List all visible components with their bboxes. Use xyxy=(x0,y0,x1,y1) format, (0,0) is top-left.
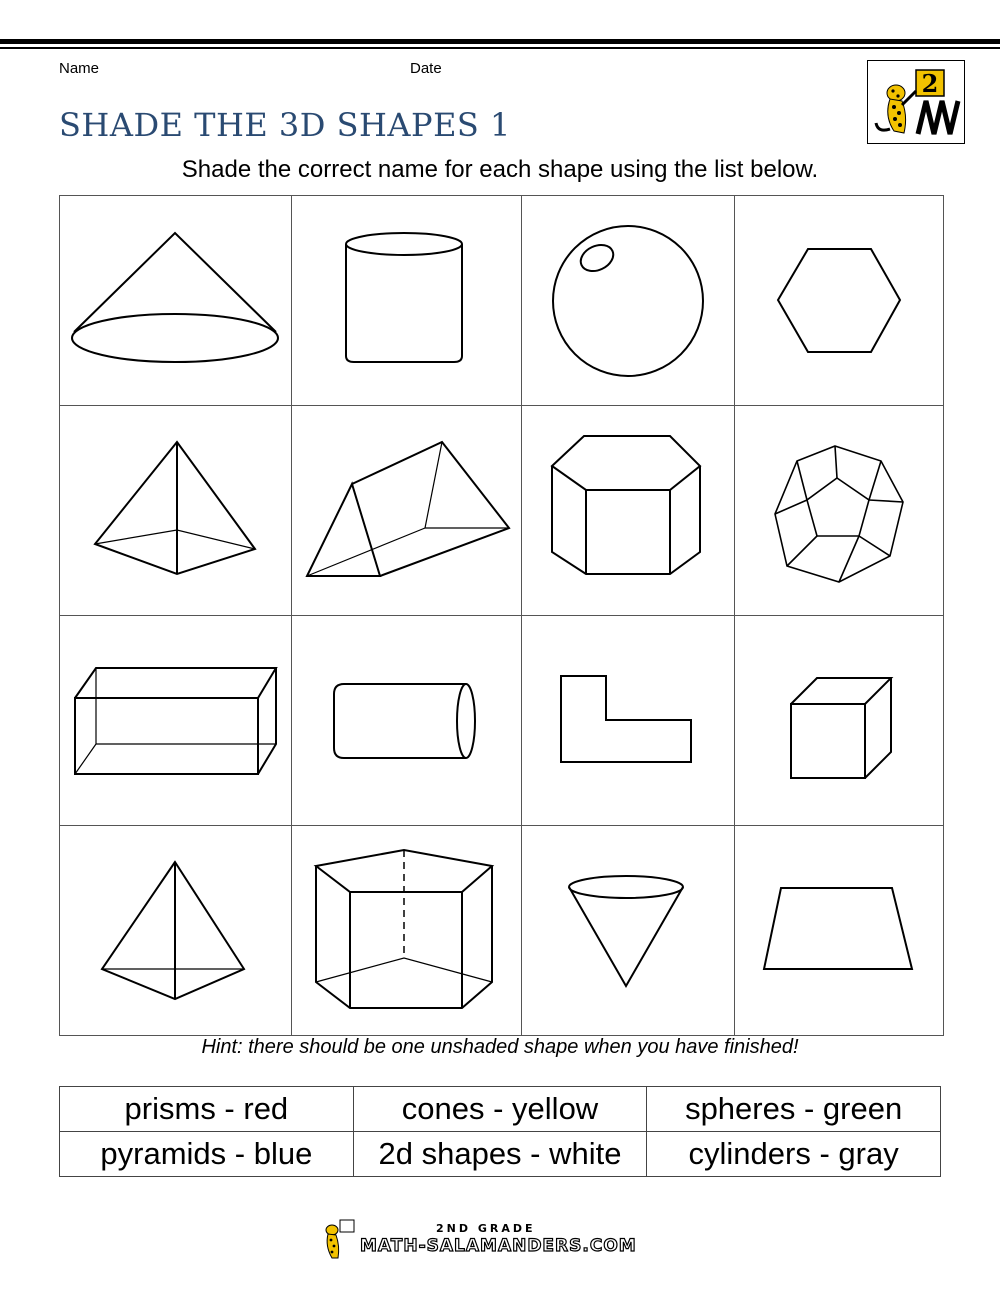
footer-grade: 2ND GRADE xyxy=(436,1222,536,1235)
shape-cell xyxy=(60,406,291,615)
shape-cell xyxy=(522,826,734,1035)
cube-icon xyxy=(735,616,943,825)
instructions: Shade the correct name for each shape using the list below. xyxy=(181,156,819,183)
key-2d-shapes: 2d shapes - white xyxy=(353,1132,647,1177)
trapezoid-icon xyxy=(735,826,943,1035)
shape-cell xyxy=(292,196,521,405)
shape-cell xyxy=(522,406,734,615)
cone-icon xyxy=(60,196,291,405)
top-rule-thick xyxy=(0,39,1000,44)
cylinder-icon xyxy=(292,196,521,405)
shape-cell xyxy=(735,616,943,825)
shape-cell xyxy=(292,826,521,1035)
square-pyramid-icon xyxy=(60,406,291,615)
rectangular-prism-icon xyxy=(60,616,291,825)
inverted-cone-icon xyxy=(522,826,734,1035)
key-spheres: spheres - green xyxy=(647,1087,941,1132)
shape-cell xyxy=(735,406,943,615)
color-key-table xyxy=(59,1086,941,1177)
svg-text:2: 2 xyxy=(921,69,939,98)
salamander-logo-icon xyxy=(868,61,963,142)
logo xyxy=(867,60,965,144)
pentagonal-prism-icon xyxy=(292,826,521,1035)
horizontal-cylinder-icon xyxy=(292,616,521,825)
page-title: SHADE THE 3D SHAPES 1 xyxy=(59,106,511,144)
key-cones: cones - yellow xyxy=(353,1087,647,1132)
sphere-icon xyxy=(522,196,734,405)
key-cylinders: cylinders - gray xyxy=(647,1132,941,1177)
hexagon-icon xyxy=(735,196,943,405)
shape-cell xyxy=(735,196,943,405)
shape-cell xyxy=(735,826,943,1035)
shape-cell xyxy=(292,616,521,825)
date-label: Date xyxy=(410,60,442,77)
shape-cell xyxy=(60,826,291,1035)
shape-cell xyxy=(60,616,291,825)
salamander-mascot-icon xyxy=(320,1216,360,1264)
shape-cell xyxy=(522,196,734,405)
footer-logo xyxy=(320,1216,680,1264)
key-prisms: prisms - red xyxy=(60,1087,354,1132)
shape-cell xyxy=(60,196,291,405)
footer-site: MATH-SALAMANDERS.COM xyxy=(360,1236,637,1256)
triangular-pyramid-icon xyxy=(60,826,291,1035)
key-pyramids: pyramids - blue xyxy=(60,1132,354,1177)
name-label: Name xyxy=(59,60,100,77)
hint-text: Hint: there should be one unshaded shape when you have finished! xyxy=(201,1036,799,1058)
dodecahedron-icon xyxy=(735,406,943,615)
top-rule-thin xyxy=(0,47,1000,49)
shape-cell xyxy=(292,406,521,615)
shape-cell xyxy=(522,616,734,825)
l-shape-icon xyxy=(522,616,734,825)
shape-grid xyxy=(59,195,944,1036)
triangular-prism-icon xyxy=(292,406,521,615)
hexagonal-prism-icon xyxy=(522,406,734,615)
